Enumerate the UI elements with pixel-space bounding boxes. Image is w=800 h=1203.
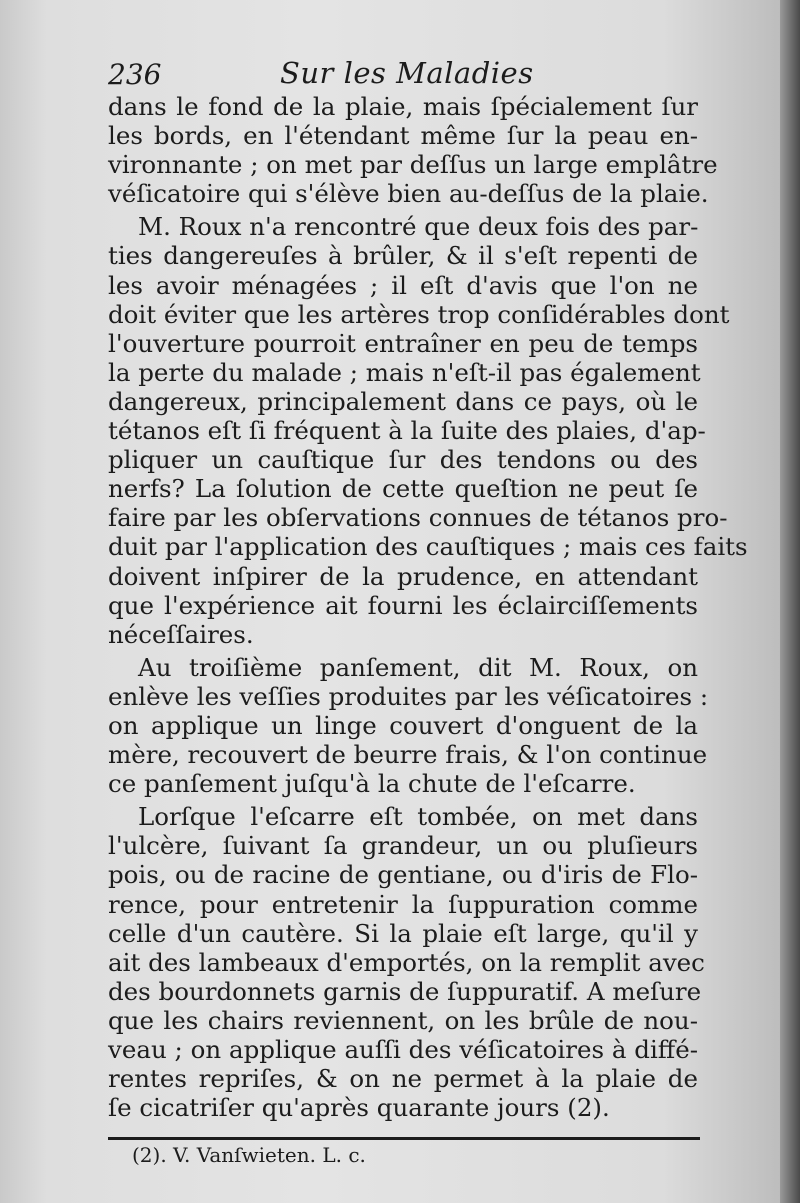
text-line: véſicatoire qui s'élève bien au-deſſus de la plaie.	[108, 179, 709, 209]
page-edge	[780, 0, 800, 1203]
text-line: veau ; on applique auſſi des véſicatoires à diffé-	[108, 1035, 698, 1064]
text-line: dans le fond de la plaie, mais ſpécialement ſur	[108, 92, 698, 121]
text-line: celle d'un cautère. Si la plaie eſt large, qu'il y	[108, 918, 698, 948]
text-line: dangereux, principalement dans ce pays, où le	[108, 386, 698, 416]
text-line: néceſſaires.	[108, 619, 254, 649]
text-line: des bourdonnets garnis de ſuppuratif. A meſure	[108, 976, 702, 1006]
text-line: ait des lambeaux d'emportés, on la remplit avec	[108, 947, 705, 977]
body-text	[108, 92, 748, 1123]
text-line: enlève les veſſies produites par les véſicatoires :	[108, 681, 709, 711]
text-line: que les chairs reviennent, on les brûle de nou-	[108, 1005, 698, 1035]
text-line: Au troiſième panſement, dit M. Roux, on	[138, 652, 698, 682]
text-line: ſe cicatriſer qu'après quarante jours (2).	[108, 1093, 610, 1123]
text-line: ties dangereuſes à brûler, & il s'eſt repenti de	[108, 241, 698, 271]
text-line: rentes repriſes, & on ne permet à la plaie de	[108, 1064, 698, 1094]
running-title: Sur les Maladies	[280, 56, 534, 90]
page-number: 236	[108, 58, 162, 91]
text-line: pliquer un cauſtique ſur des tendons ou des	[108, 445, 698, 475]
text-line: M. Roux n'a rencontré que deux fois des par-	[138, 212, 699, 242]
text-line: tétanos eſt ſi fréquent à la ſuite des plaies, d'ap-	[108, 416, 706, 446]
text-line: rence, pour entretenir la ſuppuration comme	[108, 889, 698, 919]
text-line: doit éviter que les artères trop conſidérables dont	[108, 299, 730, 329]
text-line: mère, recouvert de beurre frais, & l'on continue	[108, 740, 708, 770]
text-line: pois, ou de racine de gentiane, ou d'iris de Flo-	[108, 860, 698, 890]
text-line: Lorſque l'eſcarre eſt tombée, on met dans	[138, 802, 698, 832]
text-line: l'ouverture pourroit entraîner en peu de temps	[108, 328, 698, 358]
text-line: doivent inſpirer de la prudence, en attendant	[108, 561, 698, 591]
text-line: la perte du malade ; mais n'eſt-il pas également	[108, 357, 701, 387]
text-line: on applique un linge couvert d'onguent de la	[108, 710, 698, 740]
text-line: ce panſement juſqu'à la chute de l'eſcarre.	[108, 769, 636, 799]
text-line: vironnante ; on met par deſſus un large emplâtre	[108, 150, 718, 180]
text-line: l'ulcère, ſuivant ſa grandeur, un ou pluſieurs	[108, 831, 698, 861]
footnote: (2). V. Vanſwieten. L. c.	[132, 1143, 366, 1167]
text-line: que l'expérience ait fourni les éclairciſſements	[108, 590, 698, 620]
text-line: faire par les obſervations connues de tétanos pro-	[108, 503, 728, 533]
text-line: duit par l'application des cauſtiques ; mais ces faits	[108, 532, 748, 562]
text-line: nerfs? La ſolution de cette queſtion ne peut ſe	[108, 474, 698, 504]
page-header	[108, 52, 698, 96]
text-line: les bords, en l'étendant même ſur la peau en-	[108, 121, 698, 151]
text-line: les avoir ménagées ; il eſt d'avis que l'on ne	[108, 270, 698, 300]
